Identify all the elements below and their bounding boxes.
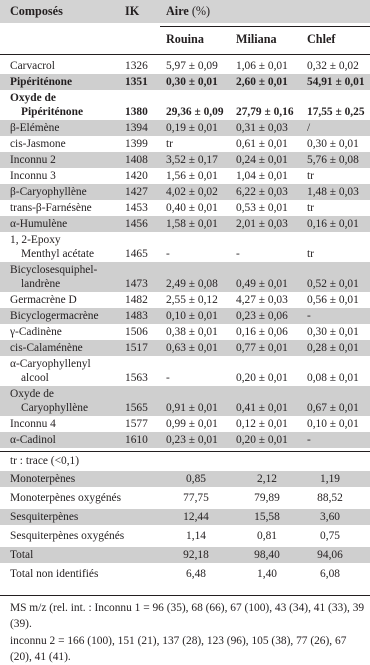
compound-name: β-Caryophyllène [10, 186, 87, 198]
value-rouina: - [166, 372, 170, 384]
value-chlef: 0,32 ± 0,02 [307, 60, 359, 72]
summary-rouina: 92,18 [183, 549, 209, 561]
retention-index: 1394 [125, 122, 148, 134]
value-miliana: 0,53 ± 0,01 [236, 202, 288, 214]
summary-label: Sesquiterpènes [10, 511, 79, 523]
table-row [0, 90, 370, 120]
table-row [0, 292, 370, 308]
value-miliana: 0,31 ± 0,03 [236, 122, 288, 134]
summary-row [0, 566, 370, 582]
retention-index: 1456 [125, 218, 148, 230]
table-row [0, 356, 370, 386]
retention-index: 1577 [125, 418, 148, 430]
value-rouina: 2,49 ± 0,08 [166, 278, 218, 290]
summary-chlef: 94,06 [317, 549, 343, 561]
value-miliana: 0,12 ± 0,01 [236, 418, 288, 430]
value-miliana: 0,61 ± 0,01 [236, 138, 288, 150]
value-chlef: 0,30 ± 0,01 [307, 326, 359, 338]
value-rouina: 0,30 ± 0,01 [166, 76, 218, 88]
compound-name: cis-Jasmone [10, 138, 66, 150]
retention-index: 1380 [125, 106, 148, 118]
compound-name: trans-β-Farnésène [10, 202, 92, 214]
value-rouina: 0,99 ± 0,01 [166, 418, 218, 430]
value-chlef: 0,16 ± 0,01 [307, 218, 359, 230]
compound-name: alcool [21, 372, 49, 384]
table-row [0, 324, 370, 340]
value-chlef: 54,91 ± 0,01 [307, 76, 365, 88]
value-chlef: 0,30 ± 0,01 [307, 138, 359, 150]
summary-row [0, 509, 370, 525]
table-row [0, 184, 370, 200]
value-rouina: 1,56 ± 0,01 [166, 170, 218, 182]
value-miliana: 0,77 ± 0,01 [236, 342, 288, 354]
compound-name: Inconnu 3 [10, 170, 56, 182]
retention-index: 1565 [125, 402, 148, 414]
compound-name: Pipériténone [10, 76, 73, 88]
value-rouina: - [166, 248, 170, 260]
header-rouina: Rouina [166, 32, 204, 46]
value-rouina: 5,97 ± 0,09 [166, 60, 218, 72]
summary-chlef: 6,08 [320, 568, 340, 580]
value-chlef: 0,28 ± 0,01 [307, 342, 359, 354]
compound-name: Inconnu 2 [10, 154, 56, 166]
retention-index: 1351 [125, 76, 148, 88]
value-chlef: 0,08 ± 0,01 [307, 372, 359, 384]
summary-chlef: 88,52 [317, 492, 343, 504]
summary-miliana: 98,40 [254, 549, 280, 561]
summary-chlef: 1,19 [320, 473, 340, 485]
value-chlef: 17,55 ± 0,25 [307, 106, 365, 118]
value-miliana: - [236, 248, 240, 260]
compound-name: β-Elémène [10, 122, 60, 134]
summary-label: Total non identifiés [10, 568, 99, 580]
summary-row [0, 490, 370, 506]
compound-name: γ-Cadinène [10, 326, 62, 338]
value-rouina: 29,36 ± 0,09 [166, 106, 224, 118]
table-row [0, 416, 370, 432]
compound-name: Menthyl acétate [21, 248, 95, 260]
compound-name: Inconnu 4 [10, 418, 56, 430]
value-rouina: 0,19 ± 0,01 [166, 122, 218, 134]
value-rouina: 4,02 ± 0,02 [166, 186, 218, 198]
value-rouina: 0,40 ± 0,01 [166, 202, 218, 214]
summary-chlef: 3,60 [320, 511, 340, 523]
retention-index: 1399 [125, 138, 148, 150]
value-chlef: tr [307, 202, 314, 214]
table-row [0, 200, 370, 216]
header-miliana: Miliana [236, 32, 277, 46]
table-header-row [0, 0, 370, 23]
value-chlef: - [307, 310, 311, 322]
value-chlef: 0,52 ± 0,01 [307, 278, 359, 290]
table-row [0, 432, 370, 448]
header-ik: IK [125, 4, 140, 18]
header-bottom-rule [0, 54, 370, 55]
summary-rouina: 12,44 [183, 511, 209, 523]
compound-name: Pipériténone [21, 106, 84, 118]
summary-miliana: 2,12 [257, 473, 277, 485]
value-miliana: 0,20 ± 0,01 [236, 372, 288, 384]
value-chlef: 0,10 ± 0,01 [307, 418, 359, 430]
retention-index: 1482 [125, 294, 148, 306]
table-row [0, 340, 370, 356]
trace-note: tr : trace (<0,1) [10, 455, 80, 467]
summary-miliana: 1,40 [257, 568, 277, 580]
header-area: Aire [166, 4, 189, 18]
compound-name: 1, 2-Epoxy [10, 234, 61, 246]
summary-row [0, 547, 370, 563]
table-row [0, 120, 370, 136]
header-partial-rule [160, 26, 370, 27]
summary-label: Monoterpènes [10, 473, 76, 485]
ms-note-1: MS m/z (rel. int. : Inconnu 1 = 96 (35), 68 (66), 67 (100), 43 (34), 41 (33), 39 (39). [10, 602, 365, 630]
table-row [0, 136, 370, 152]
retention-index: 1420 [125, 170, 148, 182]
value-miliana: 0,49 ± 0,01 [236, 278, 288, 290]
table-row [0, 232, 370, 262]
table-row [0, 152, 370, 168]
compound-name: Caryophyllène [21, 402, 89, 414]
value-rouina: 1,58 ± 0,01 [166, 218, 218, 230]
compound-name: Bicyclosesquiphel- [10, 264, 98, 276]
summary-rouina: 1,14 [186, 530, 206, 542]
table-row [0, 386, 370, 416]
table-row [0, 168, 370, 184]
value-chlef: tr [307, 170, 314, 182]
retention-index: 1408 [125, 154, 148, 166]
value-rouina: 0,38 ± 0,01 [166, 326, 218, 338]
table-row [0, 58, 370, 74]
value-chlef: 0,56 ± 0,01 [307, 294, 359, 306]
value-chlef: - [307, 434, 311, 446]
value-miliana: 1,04 ± 0,01 [236, 170, 288, 182]
header-area-group [166, 4, 210, 19]
table-subheader-row [0, 28, 370, 51]
retention-index: 1506 [125, 326, 148, 338]
value-miliana: 0,16 ± 0,06 [236, 326, 288, 338]
table-row [0, 262, 370, 292]
compound-name: α-Caryophyllenyl [10, 358, 91, 370]
header-area-unit: (%) [191, 4, 211, 18]
body-bottom-rule [0, 451, 370, 452]
value-rouina: 0,91 ± 0,01 [166, 402, 218, 414]
value-rouina: 0,23 ± 0,01 [166, 434, 218, 446]
value-rouina: tr [166, 138, 173, 150]
compound-name: α-Humulène [10, 218, 68, 230]
retention-index: 1517 [125, 342, 148, 354]
summary-miliana: 79,89 [254, 492, 280, 504]
summary-row [0, 471, 370, 487]
summary-rouina: 0,85 [186, 473, 206, 485]
value-miliana: 2,60 ± 0,01 [236, 76, 288, 88]
value-rouina: 3,52 ± 0,17 [166, 154, 218, 166]
value-miliana: 0,23 ± 0,06 [236, 310, 288, 322]
value-rouina: 0,10 ± 0,01 [166, 310, 218, 322]
retention-index: 1427 [125, 186, 148, 198]
retention-index: 1610 [125, 434, 148, 446]
compound-name: Oxyde de [10, 92, 56, 104]
compound-name: landrène [21, 278, 61, 290]
summary-miliana: 0,81 [257, 530, 277, 542]
summary-chlef: 0,75 [320, 530, 340, 542]
summary-label: Monoterpènes oxygénés [10, 492, 122, 504]
summary-bottom-rule [0, 595, 370, 596]
value-chlef: 5,76 ± 0,08 [307, 154, 359, 166]
value-chlef: tr [307, 248, 314, 260]
retention-index: 1453 [125, 202, 148, 214]
compound-name: cis-Calaménène [10, 342, 83, 354]
table-row [0, 308, 370, 324]
summary-miliana: 15,58 [254, 511, 280, 523]
value-chlef: / [307, 122, 311, 134]
value-miliana: 6,22 ± 0,03 [236, 186, 288, 198]
summary-label: Sesquiterpènes oxygénés [10, 530, 125, 542]
header-chlef: Chlef [307, 32, 336, 46]
summary-row [0, 528, 370, 544]
compound-name: Oxyde de [10, 388, 54, 400]
compound-name: Bicyclogermacrène [10, 310, 99, 322]
value-miliana: 0,20 ± 0,01 [236, 434, 288, 446]
header-compounds: Composés [10, 4, 63, 18]
value-rouina: 0,63 ± 0,01 [166, 342, 218, 354]
retention-index: 1326 [125, 60, 148, 72]
value-miliana: 1,06 ± 0,01 [236, 60, 288, 72]
summary-rouina: 6,48 [186, 568, 206, 580]
value-chlef: 0,67 ± 0,01 [307, 402, 359, 414]
retention-index: 1465 [125, 248, 148, 260]
value-miliana: 0,41 ± 0,01 [236, 402, 288, 414]
value-chlef: 1,48 ± 0,03 [307, 186, 359, 198]
value-miliana: 2,01 ± 0,03 [236, 218, 288, 230]
value-miliana: 27,79 ± 0,16 [236, 106, 294, 118]
value-miliana: 0,24 ± 0,01 [236, 154, 288, 166]
table-row [0, 216, 370, 232]
table-row [0, 74, 370, 90]
summary-rouina: 77,75 [183, 492, 209, 504]
retention-index: 1483 [125, 310, 148, 322]
retention-index: 1473 [125, 278, 148, 290]
value-rouina: 2,55 ± 0,12 [166, 294, 218, 306]
compound-name: Germacrène D [10, 294, 77, 306]
ms-note-2: inconnu 2 = 166 (100), 151 (21), 137 (28), 123 (96), 105 (38), 77 (26), 67 (20), 41 (41). [10, 635, 347, 663]
summary-label: Total [10, 549, 34, 561]
compound-name: Carvacrol [10, 60, 55, 72]
compound-name: α-Cadinol [10, 434, 56, 446]
value-miliana: 4,27 ± 0,03 [236, 294, 288, 306]
retention-index: 1563 [125, 372, 148, 384]
